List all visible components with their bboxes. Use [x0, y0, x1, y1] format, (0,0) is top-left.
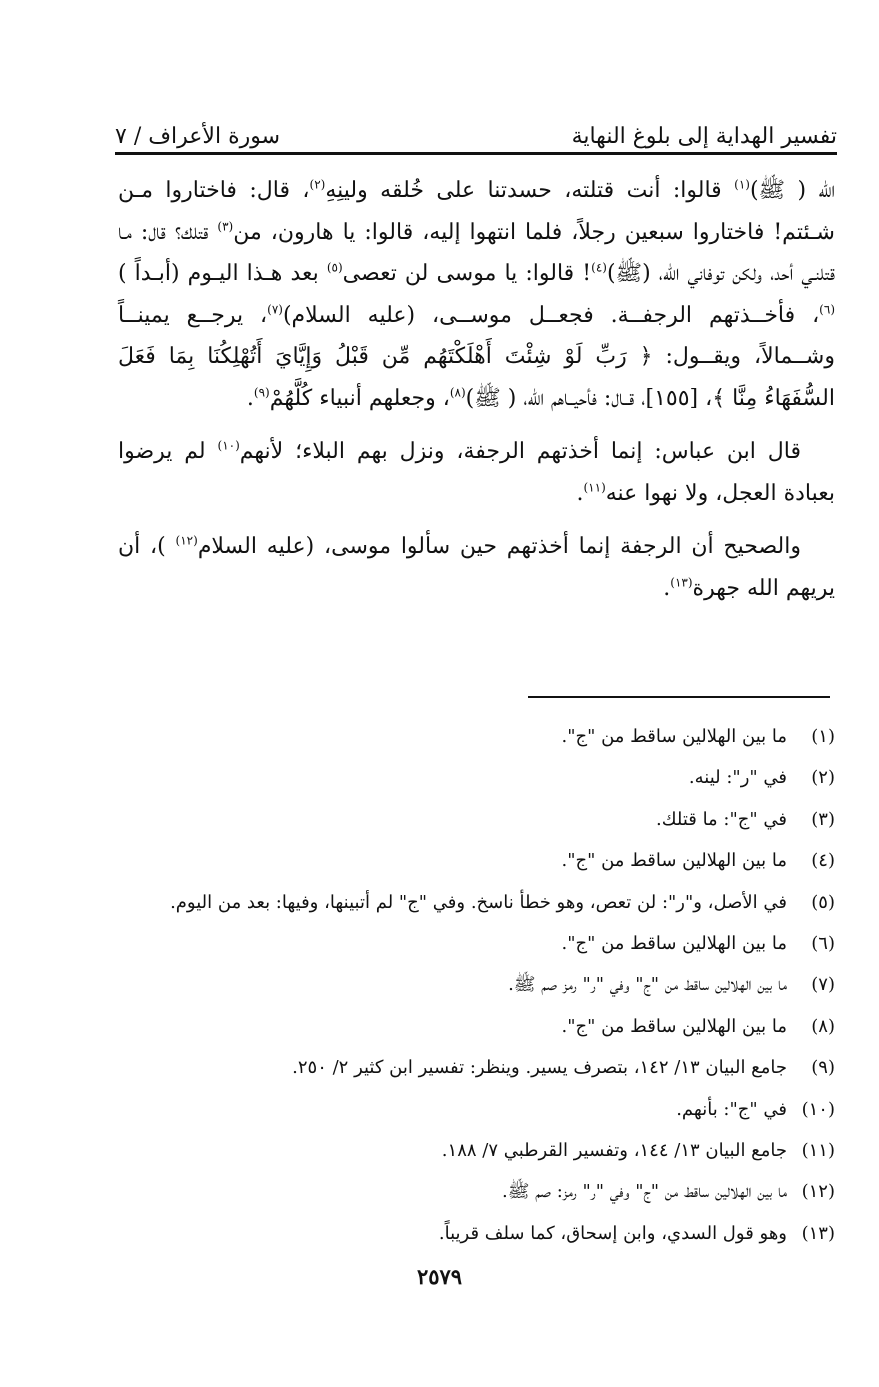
- footnote-ref[interactable]: (٥): [326, 260, 343, 275]
- footnote-text: في "ر": لينه.: [688, 767, 787, 789]
- text-run: ، قال: فاختاروا مـن شـئتم! فاختاروا سبعين رجلاً، فلما انتهوا إليه، قالوا: يا هارون، من: [118, 178, 835, 245]
- footnote-text: في "ج": ما قتلك.: [655, 808, 787, 830]
- footnote-text: في "ج": بأنهم.: [676, 1098, 787, 1120]
- footnote-number: (٧): [811, 974, 835, 996]
- footnote: [118, 1047, 835, 1088]
- footnote-text: جامع البيان ١٣/ ١٤٢، بتصرف يسير. وينظر: تفسير ابن كثير ٢/ ٢٥٠.: [292, 1057, 787, 1079]
- page-number: ٢٥٧٩: [416, 1264, 463, 1289]
- book-title: تفسير الهداية إلى بلوغ النهاية: [571, 124, 837, 149]
- text-run: قالوا: أنت قتلته، حسدتنا على خُلقه ولينِهِ: [325, 178, 735, 203]
- footnote-number: (١١): [801, 1139, 835, 1161]
- footnote: [118, 716, 835, 757]
- footnote-text: ما بين الهلالين ساقط من "ج".: [561, 850, 787, 872]
- footnote-text: ما بين الهلالين ساقط من "ج".: [561, 1015, 787, 1037]
- footnote: [118, 757, 835, 798]
- footnote: [118, 840, 835, 881]
- text-run: ، وجعلهم أنبياء كُلَّهُمْ: [269, 385, 450, 411]
- text-run: .: [576, 480, 584, 506]
- footnote: [118, 923, 835, 964]
- footnote-ref[interactable]: (٩): [253, 385, 270, 400]
- footnote: [118, 1130, 835, 1171]
- footnote-ref[interactable]: (٨): [449, 385, 466, 400]
- text-run: ، فأخــذتهم الرجفــة. فجعــل موســى، (عليه السلام): [282, 302, 820, 328]
- text-run: بعد هـذا اليـوم (أبـداً ): [118, 261, 327, 286]
- text-run: الله ( ﷺ): [749, 178, 835, 203]
- surah-label: سورة الأعراف / ٧: [115, 124, 281, 149]
- text-run: قتلك؟ قال: مـا قتلنـي أحد، ولكن توفاني الله، (ﷺ): [118, 219, 835, 286]
- footnote-ref[interactable]: (١٣): [670, 575, 693, 590]
- text-run: .: [246, 385, 254, 411]
- main-text: [118, 170, 835, 609]
- footnote-ref[interactable]: (١): [734, 177, 750, 192]
- footnote-separator: [528, 696, 830, 698]
- paragraph: [118, 526, 835, 609]
- footnote-number: (٣): [811, 808, 835, 830]
- footnote: [118, 799, 835, 840]
- footnote: [118, 1089, 835, 1130]
- footnote: [118, 1006, 835, 1047]
- footnote-number: (٢): [811, 767, 835, 789]
- footnote-text: ما بين الهلالين ساقط من "ج" وفي "ر" رمز: صم ﷺ.: [502, 1181, 787, 1203]
- text-run: ، يرجــع يمينــاً وشــمالاً، ويقــول: ﴿ رَبِّ لَوْ شِئْتَ أَهْلَكْتَهُم مِّن قَبْلُ وَإِيَّايَ أَتُهْلِكُنَا بِمَا فَعَلَ السُّفَهَاءُ مِنَّا ﴾، [١٥٥]، قــال: فأحيــاهم الله، ( ﷺ): [118, 302, 835, 411]
- footnote-number: (٥): [811, 891, 835, 913]
- footnote-text: ما بين الهلالين ساقط من "ج".: [561, 726, 787, 747]
- footnote-ref[interactable]: (٣): [217, 219, 234, 234]
- footnote-ref[interactable]: (١٢): [175, 533, 198, 548]
- footnote-number: (١٠): [801, 1098, 835, 1120]
- text-run: ! قالوا: يا موسى لن تعصى: [342, 261, 592, 286]
- footnote-text: ما بين الهلالين ساقط من "ج" وفي "ر" رمز صم ﷺ.: [508, 974, 787, 996]
- footnote-ref[interactable]: (٦): [819, 302, 835, 317]
- footnote-text: جامع البيان ١٣/ ١٤٤، وتفسير القرطبي ٧/ ١٨٨.: [441, 1139, 787, 1161]
- running-header: [115, 112, 837, 152]
- footnote-number: (٩): [811, 1057, 835, 1079]
- text-run: )، أن يريهم الله جهرة: [118, 534, 835, 601]
- text-run: .: [663, 575, 671, 601]
- footnote-number: (١٣): [801, 1222, 835, 1244]
- footnote-ref[interactable]: (٤): [591, 260, 607, 275]
- text-run: قال ابن عباس: إنما أخذتهم الرجفة، ونزل بهم البلاء؛ لأنهم: [239, 439, 801, 464]
- footnote-number: (٦): [811, 932, 835, 954]
- footnote: [118, 1171, 835, 1212]
- footnote-number: (١٢): [801, 1181, 835, 1203]
- footnote-ref[interactable]: (١٠): [217, 438, 240, 453]
- footnote-ref[interactable]: (١١): [583, 480, 606, 495]
- paragraph: [118, 431, 835, 514]
- footnote-number: (٨): [811, 1015, 835, 1037]
- footnote-number: (١): [811, 726, 835, 747]
- footnotes-list: [118, 716, 835, 1254]
- text-run: لم يرضوا بعبادة العجل، ولا نهوا عنه: [118, 439, 835, 506]
- footnote-text: ما بين الهلالين ساقط من "ج".: [561, 932, 787, 954]
- footnote-ref[interactable]: (٧): [267, 302, 283, 317]
- footnote: [118, 964, 835, 1005]
- header-rule: [115, 152, 837, 155]
- paragraph: [118, 170, 835, 419]
- footnote: [118, 882, 835, 923]
- text-run: والصحيح أن الرجفة إنما أخذتهم حين سألوا موسى، (عليه السلام: [197, 534, 801, 559]
- footnote-ref[interactable]: (٢): [309, 177, 326, 192]
- footnote-number: (٤): [811, 850, 835, 872]
- footnote: [118, 1213, 835, 1254]
- footnote-text: وهو قول السدي، وابن إسحاق، كما سلف قريباً.: [438, 1222, 787, 1244]
- footnote-text: في الأصل، و"ر": لن تعص، وهو خطأ ناسخ. وفي "ج" لم أتبينها، وفيها: بعد من اليوم.: [170, 891, 787, 913]
